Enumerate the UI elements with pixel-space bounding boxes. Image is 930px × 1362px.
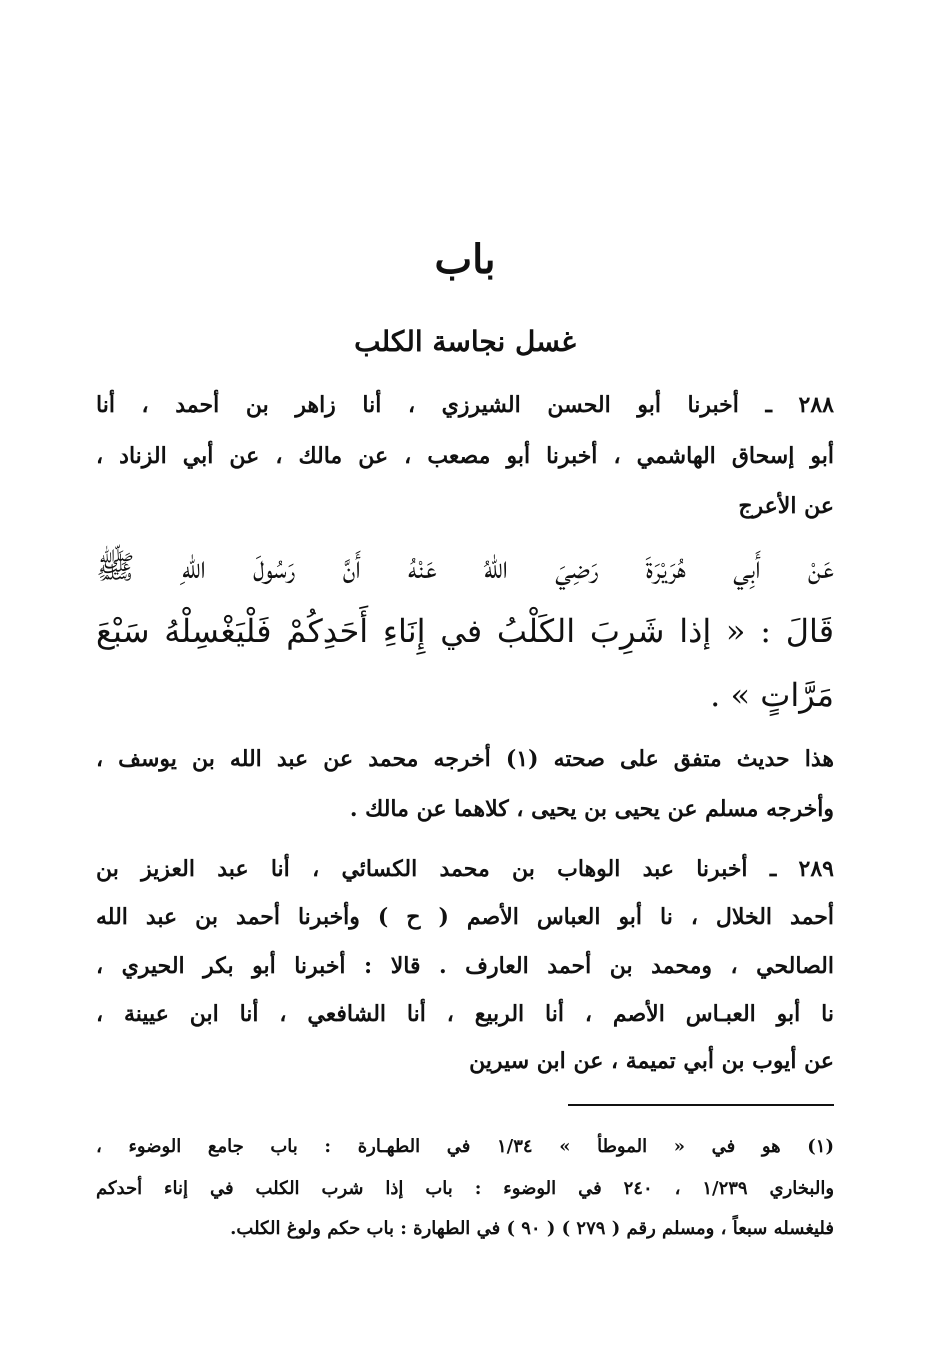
hadith-288-text-line-2: قَالَ : « إذا شَرِبَ الكَلْبُ في إِنَاءِ أَحَدِكُمْ فَلْيَغْسِلْهُ سَبْعَ xyxy=(96,612,834,650)
hadith-289-chain-line-5: عن أيوب بن أبي تميمة ، عن ابن سيرين xyxy=(469,1048,834,1074)
hadith-288-commentary-line-2: وأخرجه مسلم عن يحيى بن يحيى ، كلاهما عن مالك . xyxy=(349,796,834,822)
hadith-288-chain-line-1: ٢٨٨ ـ أخبرنا أبو الحسن الشيرزي ، أنا زاهر بن أحمد ، أنا xyxy=(96,392,834,418)
hadith-289-chain-line-3: الصالحي ، ومحمد بن أحمد العارف . قالا : أخبرنا أبو بكر الحيري ، xyxy=(96,953,834,979)
chapter-subtitle: غسل نجاسة الكلب xyxy=(354,325,576,358)
hadith-288-text-line-1: عَنْ أَبِي هُرَيْرَةَ رَضِيَ اللهُ عَنْهُ أَنَّ رَسُولَ اللهِ ﷺ xyxy=(96,548,834,586)
footnote-line-2: والبخاري ١/٢٣٩ ، ٢٤٠ في الوضوء : باب إذا شرب الكلب في إناء أحدكم xyxy=(96,1178,835,1199)
chapter-title: باب xyxy=(434,236,496,283)
footnote-line-3: فليغسله سبعاً ، ومسلم رقم ( ٢٧٩ ) ( ٩٠ ) في الطهارة : باب حكم ولوغ الكلب. xyxy=(230,1218,834,1239)
hadith-289-chain-line-4: نا أبو العبـاس الأصم ، أنا الربيع ، أنا الشافعي ، أنا ابن عيينة ، xyxy=(96,1001,834,1027)
hadith-288-text-line-3: مَرَّاتٍ » . xyxy=(710,676,834,714)
hadith-288-chain-line-2: أبو إسحاق الهاشمي ، أخبرنا أبو مصعب ، عن مالك ، عن أبي الزناد ، xyxy=(96,443,834,469)
hadith-289-chain-line-2: أحمد الخلال ، نا أبو العباس الأصم ( ح ) وأخبرنا أحمد بن عبد الله xyxy=(96,904,834,930)
hadith-288-commentary-line-1: هذا حديث متفق على صحته (١) أخرجه محمد عن عبد الله بن يوسف ، xyxy=(96,746,834,772)
hadith-288-chain-line-3: عن الأعرج xyxy=(738,493,834,519)
footnote-divider xyxy=(568,1104,834,1106)
hadith-289-chain-line-1: ٢٨٩ ـ أخبرنا عبد الوهاب بن محمد الكسائي ، أنا عبد العزيز بن xyxy=(96,856,834,882)
footnote-line-1: (١) هو في « الموطأ » ١/٣٤ في الطهـارة : باب جامع الوضوء ، xyxy=(96,1136,834,1157)
